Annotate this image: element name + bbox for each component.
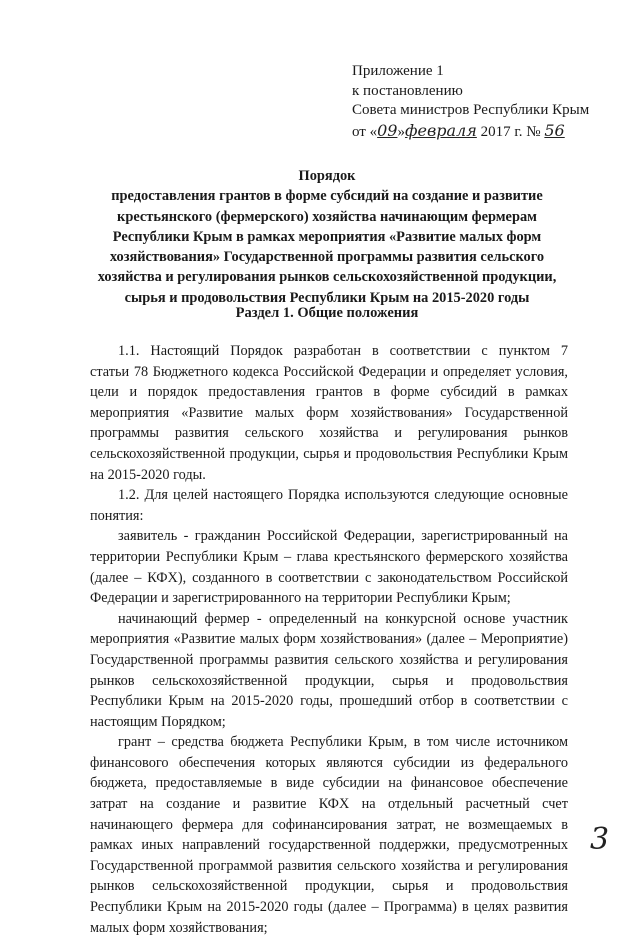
body-line: Республики Крым на 2015-2020 годы (далее – Программа) в целях развития (90, 899, 568, 916)
body-line: заявитель - гражданин Российской Федерации, зарегистрированный на (118, 528, 568, 545)
body-text (90, 341, 568, 938)
appendix-line-1: Приложение 1 (352, 63, 444, 79)
body-line: грант – средства бюджета Республики Крым, в том числе источником (118, 734, 568, 751)
title-line: сырья и продовольствия Республики Крым на 2015-2020 годы (124, 289, 530, 306)
date-prefix: от « (352, 123, 378, 140)
handwritten-day: 09 (377, 120, 398, 140)
body-line: Государственной программой развития сельского хозяйства и регулирования (90, 857, 568, 874)
section-heading: Раздел 1. Общие положения (235, 305, 419, 321)
appendix-date-line (352, 121, 589, 143)
appendix-header (352, 62, 589, 142)
title-line: хозяйства и регулирования рынков сельскохозяйственной продукции, (97, 269, 557, 286)
body-line: начинающего фермера для софинансирования затрат, не возмещаемых в (90, 816, 568, 833)
handwritten-page-number: 3 (590, 822, 610, 857)
body-line: финансового обеспечения которых являются субсидии из федерального (90, 754, 568, 771)
body-line: рынков сельскохозяйственной продукции, сырья и продовольствия (90, 878, 568, 895)
body-line: малых форм хозяйствования; (90, 919, 268, 936)
body-line: территории Республики Крым – глава крестьянского фермерского хозяйства (90, 548, 568, 565)
body-line: цели и порядок предоставления грантов в форме субсидий в рамках (90, 384, 568, 401)
body-line: затрат на создание и развитие КФХ на отдельный расчетный счет (90, 796, 568, 813)
date-year: 2017 г. № (476, 123, 545, 140)
body-line: сельскохозяйственной продукции, сырья и продовольствия Республики Крым (90, 445, 568, 462)
title-line: хозяйствования» Государственной программы развития сельского (109, 249, 545, 266)
title-line: крестьянского (фермерского) хозяйства начинающим фермерам (117, 208, 537, 225)
appendix-line-2: к постановлению (352, 82, 463, 99)
body-line: понятия: (90, 507, 144, 524)
title-heading: Порядок (298, 168, 356, 184)
body-line: 1.1. Настоящий Порядок разработан в соответствии с пунктом 7 (118, 343, 568, 359)
body-line: программы развития сельского хозяйства и регулирования рынков (90, 425, 568, 442)
body-line: настоящим Порядком; (90, 713, 226, 730)
body-line: на 2015-2020 годы. (90, 466, 206, 483)
body-line: Республики Крым на 2015-2020 годы, прошедший отбор в соответствии с (90, 693, 568, 710)
body-line: рынков сельскохозяйственной продукции, сырья и продовольствия (90, 672, 568, 689)
body-line: мероприятия «Развитие малых форм хозяйствования» (далее – Мероприятие) (90, 631, 568, 648)
title-line: предоставления грантов в форме субсидий на создание и развитие (111, 188, 543, 205)
body-line: мероприятия «Развитие малых форм хозяйствования» Государственной (90, 404, 568, 421)
appendix-line-3: Совета министров Республики Крым (352, 102, 590, 118)
body-line: бюджета, предоставляемые в виде субсидии на финансовое обеспечение (90, 775, 568, 792)
body-line: 1.2. Для целей настоящего Порядка используются следующие основные (118, 487, 568, 504)
body-line: Федерации и зарегистрированного на территории Республики Крым; (90, 590, 511, 607)
body-line: Государственной программы развития сельского хозяйства и регулирования (90, 651, 568, 668)
body-line: рамках иных направлений государственной поддержки, предусмотренных (90, 837, 568, 854)
body-line: (далее – КФХ), созданного в соответствии с законодательством Российской (90, 569, 568, 586)
body-line: начинающий фермер - определенный на конкурсной основе участник (118, 610, 568, 627)
body-line: статьи 78 Бюджетного кодекса Российской Федерации и определяет условия, (90, 363, 568, 380)
title-line: Республики Крым в рамках мероприятия «Развитие малых форм (112, 228, 542, 245)
date-mid: » (397, 123, 405, 140)
handwritten-number: 56 (544, 120, 565, 140)
handwritten-month: февраля (404, 120, 477, 140)
document-title (96, 166, 558, 308)
